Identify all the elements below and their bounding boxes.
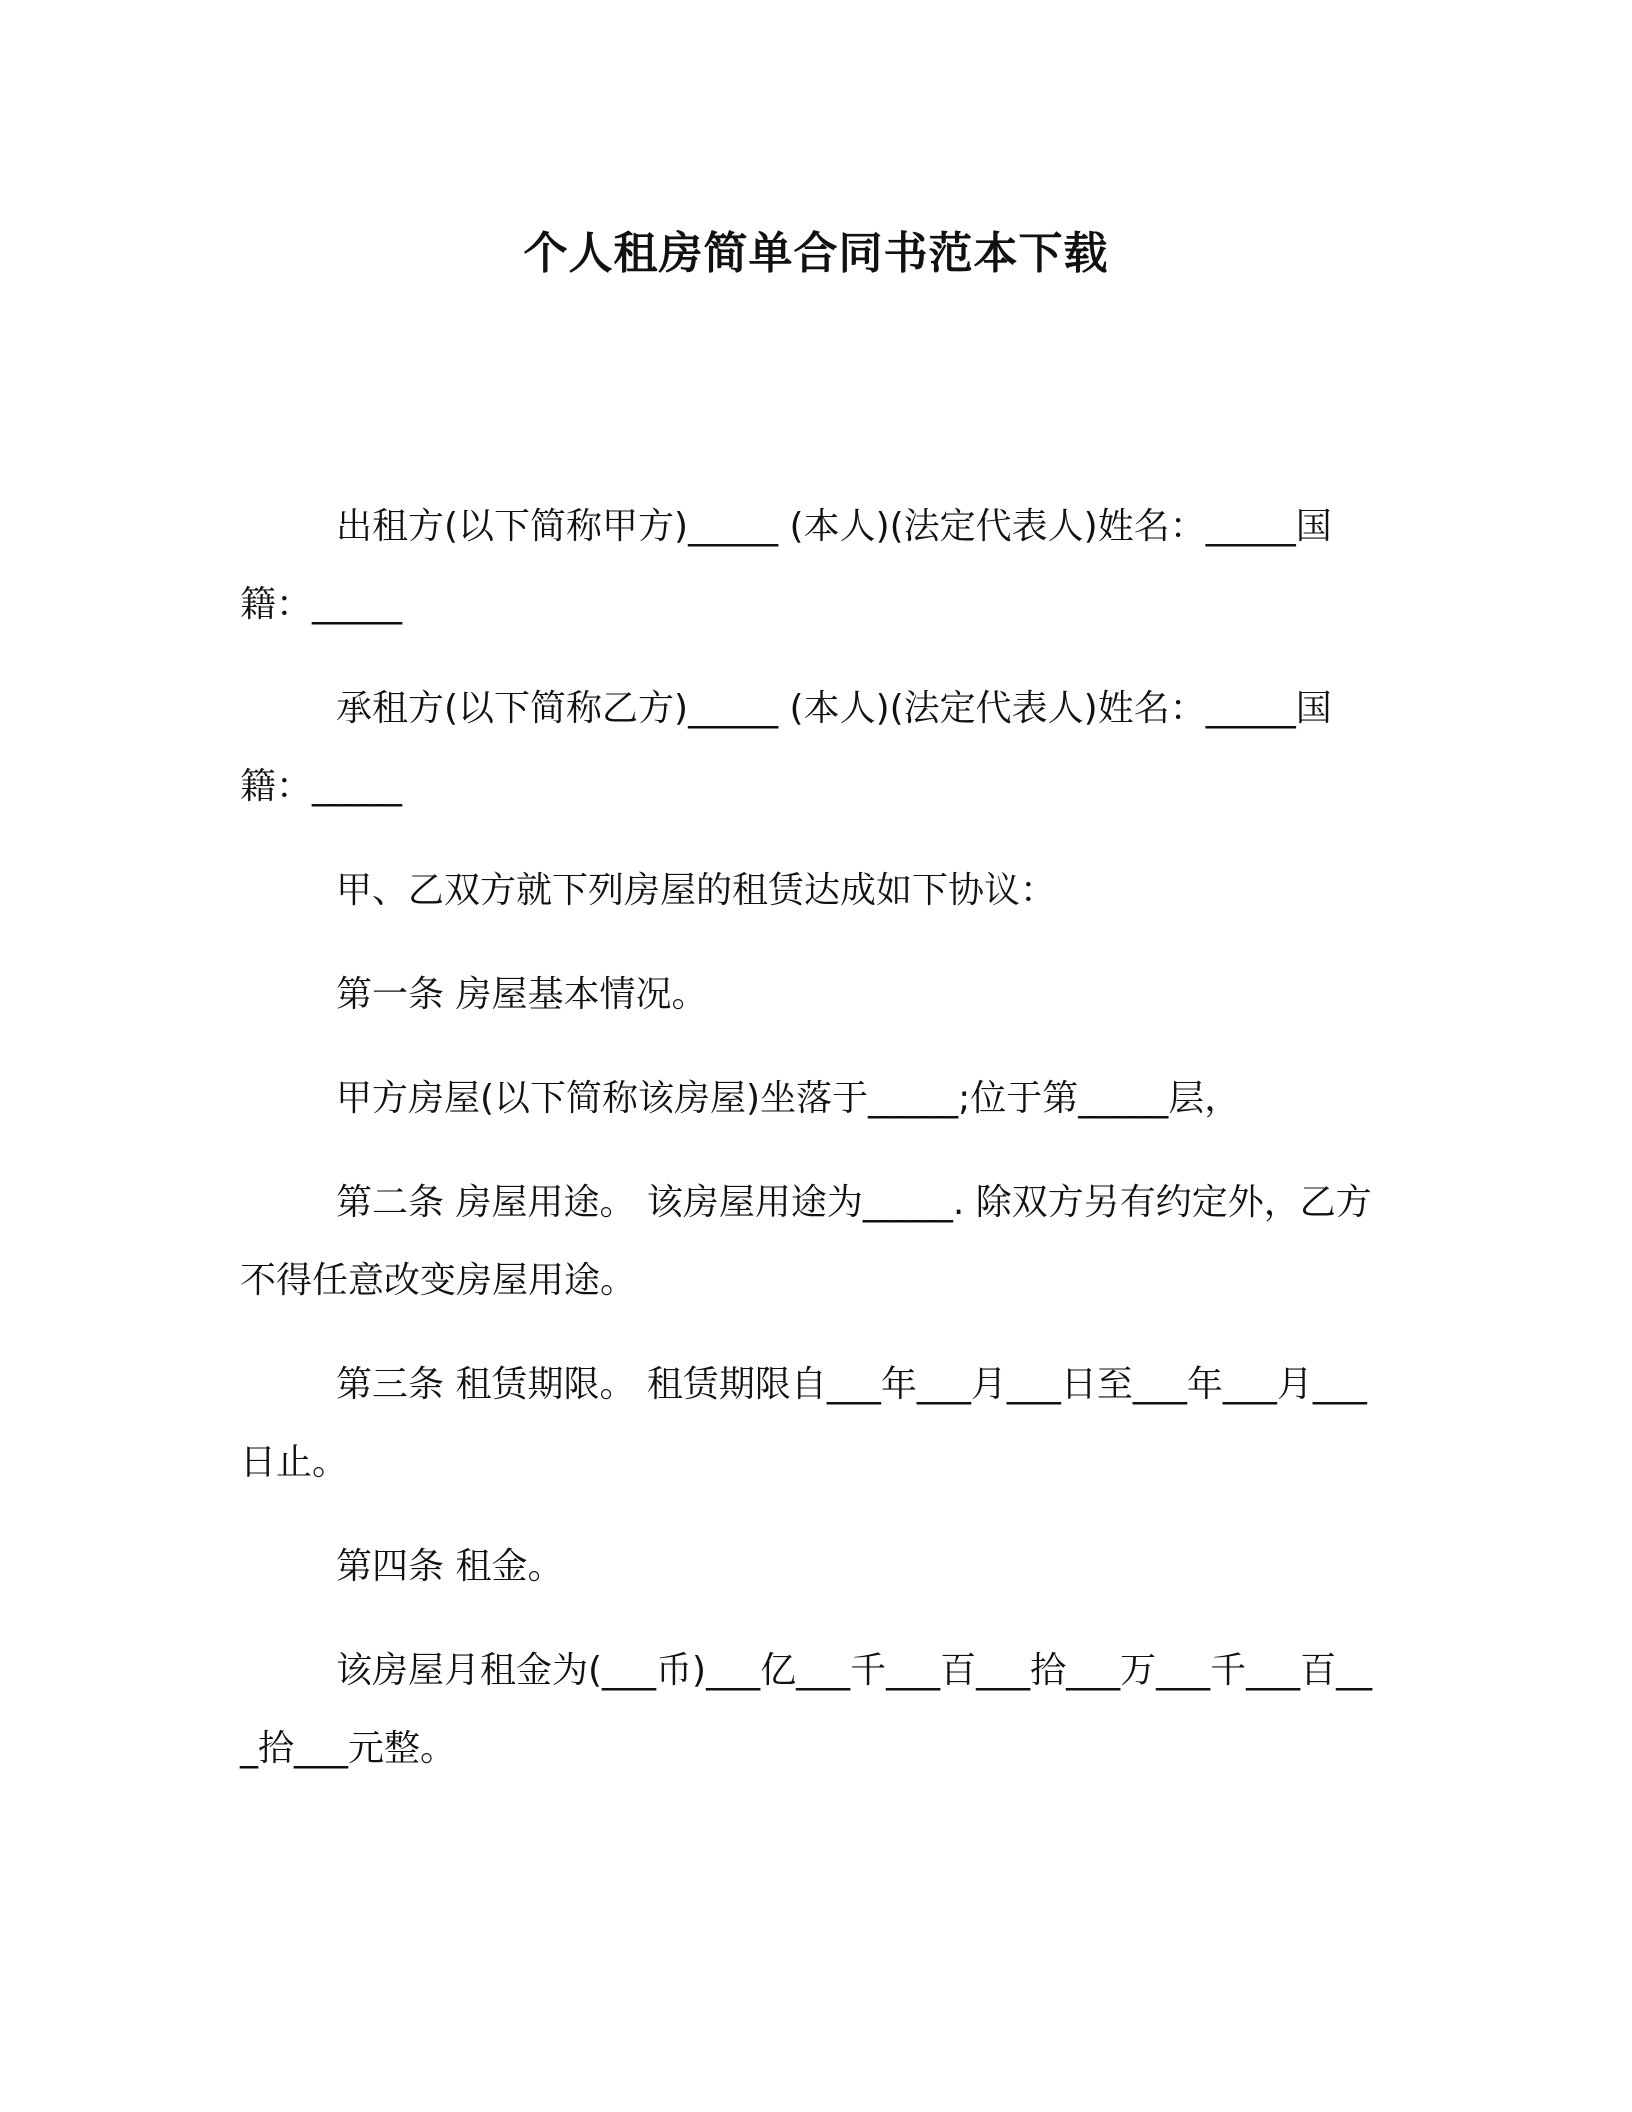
paragraph-agreement-intro: 甲、乙双方就下列房屋的租赁达成如下协议：: [336, 870, 1057, 911]
paragraph-lessor-info: 出租方(以下简称甲方)_____ (本人)(法定代表人)姓名：_____国籍：_____: [240, 506, 1332, 625]
paragraph-lessee-info: 承租方(以下简称乙方)_____ (本人)(法定代表人)姓名：_____国籍：_____: [240, 688, 1332, 807]
document-title: 个人租房简单合同书范本下载: [523, 228, 1109, 279]
clause-3-term: 第三条 租赁期限。 租赁期限自___年___月___日至___年___月___日止。: [240, 1364, 1367, 1483]
clause-1-location: 甲方房屋(以下简称该房屋)坐落于_____;位于第_____层，: [336, 1078, 1241, 1119]
clause-1-heading: 第一条 房屋基本情况。: [336, 974, 708, 1015]
clause-4-heading: 第四条 租金。: [336, 1546, 564, 1587]
clause-4-rent-amount: 该房屋月租金为(___币)___亿___千___百___拾___万___千___百___拾___元整。: [240, 1650, 1373, 1769]
clause-2-usage: 第二条 房屋用途。 该房屋用途为_____. 除双方另有约定外，乙方不得任意改变房屋用途。: [240, 1182, 1372, 1301]
document-body: [240, 488, 1376, 1814]
